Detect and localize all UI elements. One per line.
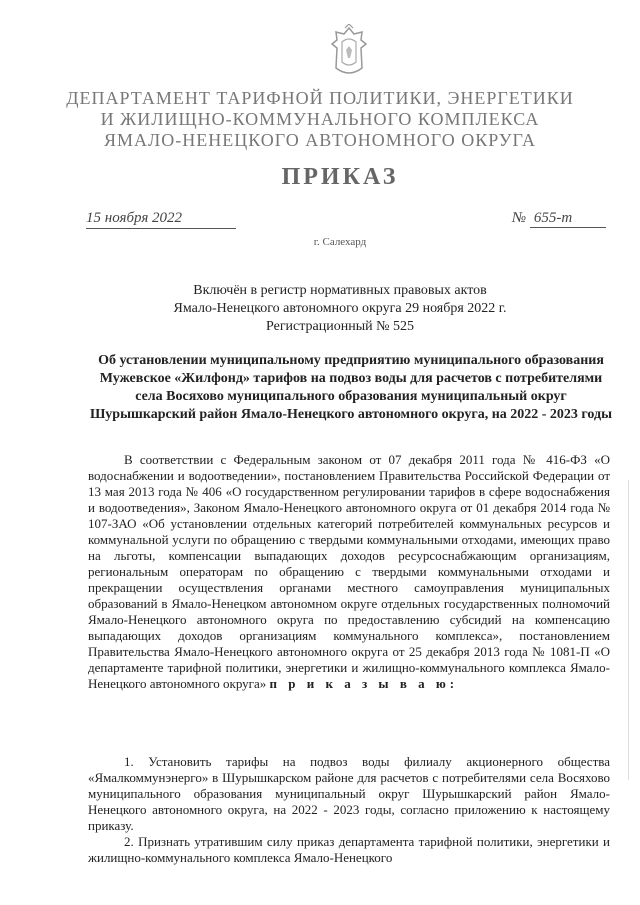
order-number-label: № (512, 210, 527, 226)
order-title: ПРИКАЗ (281, 164, 399, 190)
registry-line-3: Регистрационный № 525 (266, 319, 414, 334)
preamble-text: В соответствии с Федеральным законом от 07 декабря 2011 года № 416-ФЗ «О водоснабжении и водоотведении», постановлением Правительства Российской Федерации от 13 мая 2013 года № 406 «О государственном регулировании тарифов в сфере водоснабжения и водоотведения», Законом Ямало-Ненецкого автономного округа от 01 декабря 2014 года № 107-ЗАО «Об установлении отдельных категорий потребителей коммунальных ресурсов и коммунальной услуги по обращению с твердыми коммунальными отходами, имеющих право на льготы, компенсации выпадающих доходов ресурсоснабжающим организациям, региональным операторам по обращению с твердыми коммунальными отходами и прекращении осуществления органами местного самоуправления муниципальных образований в Ямало-Ненецком автономном округе отдельных государственных полномочий Ямало-Ненецкого автономного округа по предоставлению субсидий на компенсацию выпадающих доходов организациям коммунального комплекса», постановлением Правительства Ямало-Ненецкого автономного округа от 25 декабря 2013 года № 1081-П «О департаменте тарифной политики, энергетики и жилищно-коммунального комплекса Ямало-Ненецкого автономного округа» (88, 452, 610, 691)
order-number-value: 655-т (530, 210, 606, 228)
department-line-3: ЯМАЛО-НЕНЕЦКОГО АВТОНОМНОГО ОКРУГА (104, 130, 536, 150)
preamble (88, 452, 610, 692)
scan-edge-line (628, 480, 629, 780)
orders-word: п р и к а з ы в а ю: (269, 676, 459, 691)
registry-line-1: Включён в регистр нормативных правовых актов (193, 283, 487, 298)
department-line-1: ДЕПАРТАМЕНТ ТАРИФНОЙ ПОЛИТИКИ, ЭНЕРГЕТИКИ (66, 88, 574, 108)
city: г. Салехард (313, 236, 367, 248)
registry-line-2: Ямало-Ненецкого автономного округа 29 ноября 2022 г. (173, 301, 507, 316)
registry-note (0, 282, 640, 336)
order-items (88, 754, 610, 866)
order-date: 15 ноября 2022 (86, 210, 236, 229)
order-item-2: 2. Признать утратившим силу приказ департамента тарифной политики, энергетики и жилищно-коммунального комплекса Ямало-Ненецкого (88, 834, 610, 865)
order-number (512, 210, 606, 228)
coat-of-arms-icon (328, 24, 370, 80)
department-name (0, 88, 640, 151)
department-line-2: И ЖИЛИЩНО-КОММУНАЛЬНОГО КОМПЛЕКСА (100, 109, 540, 129)
order-item-1: 1. Установить тарифы на подвоз воды филиалу акционерного общества «Ямалкоммунэнерго» в Шурышкарском районе для расчетов с потребителями села Восяхово муниципального образования муниципальный округ Шурышкарский район Ямало-Ненецкого автономного округа, на 2022 - 2023 годы, согласно приложению к настоящему приказу. (88, 754, 610, 833)
order-subject: Об установлении муниципальному предприятию муниципального образования Мужевское «Жилфонд» тарифов на подвоз воды для расчетов с потребителями села Восяхово муниципального образования муниципальный округ Шурышкарский район Ямало-Ненецкого автономного округа, на 2022 - 2023 годы (89, 353, 613, 422)
